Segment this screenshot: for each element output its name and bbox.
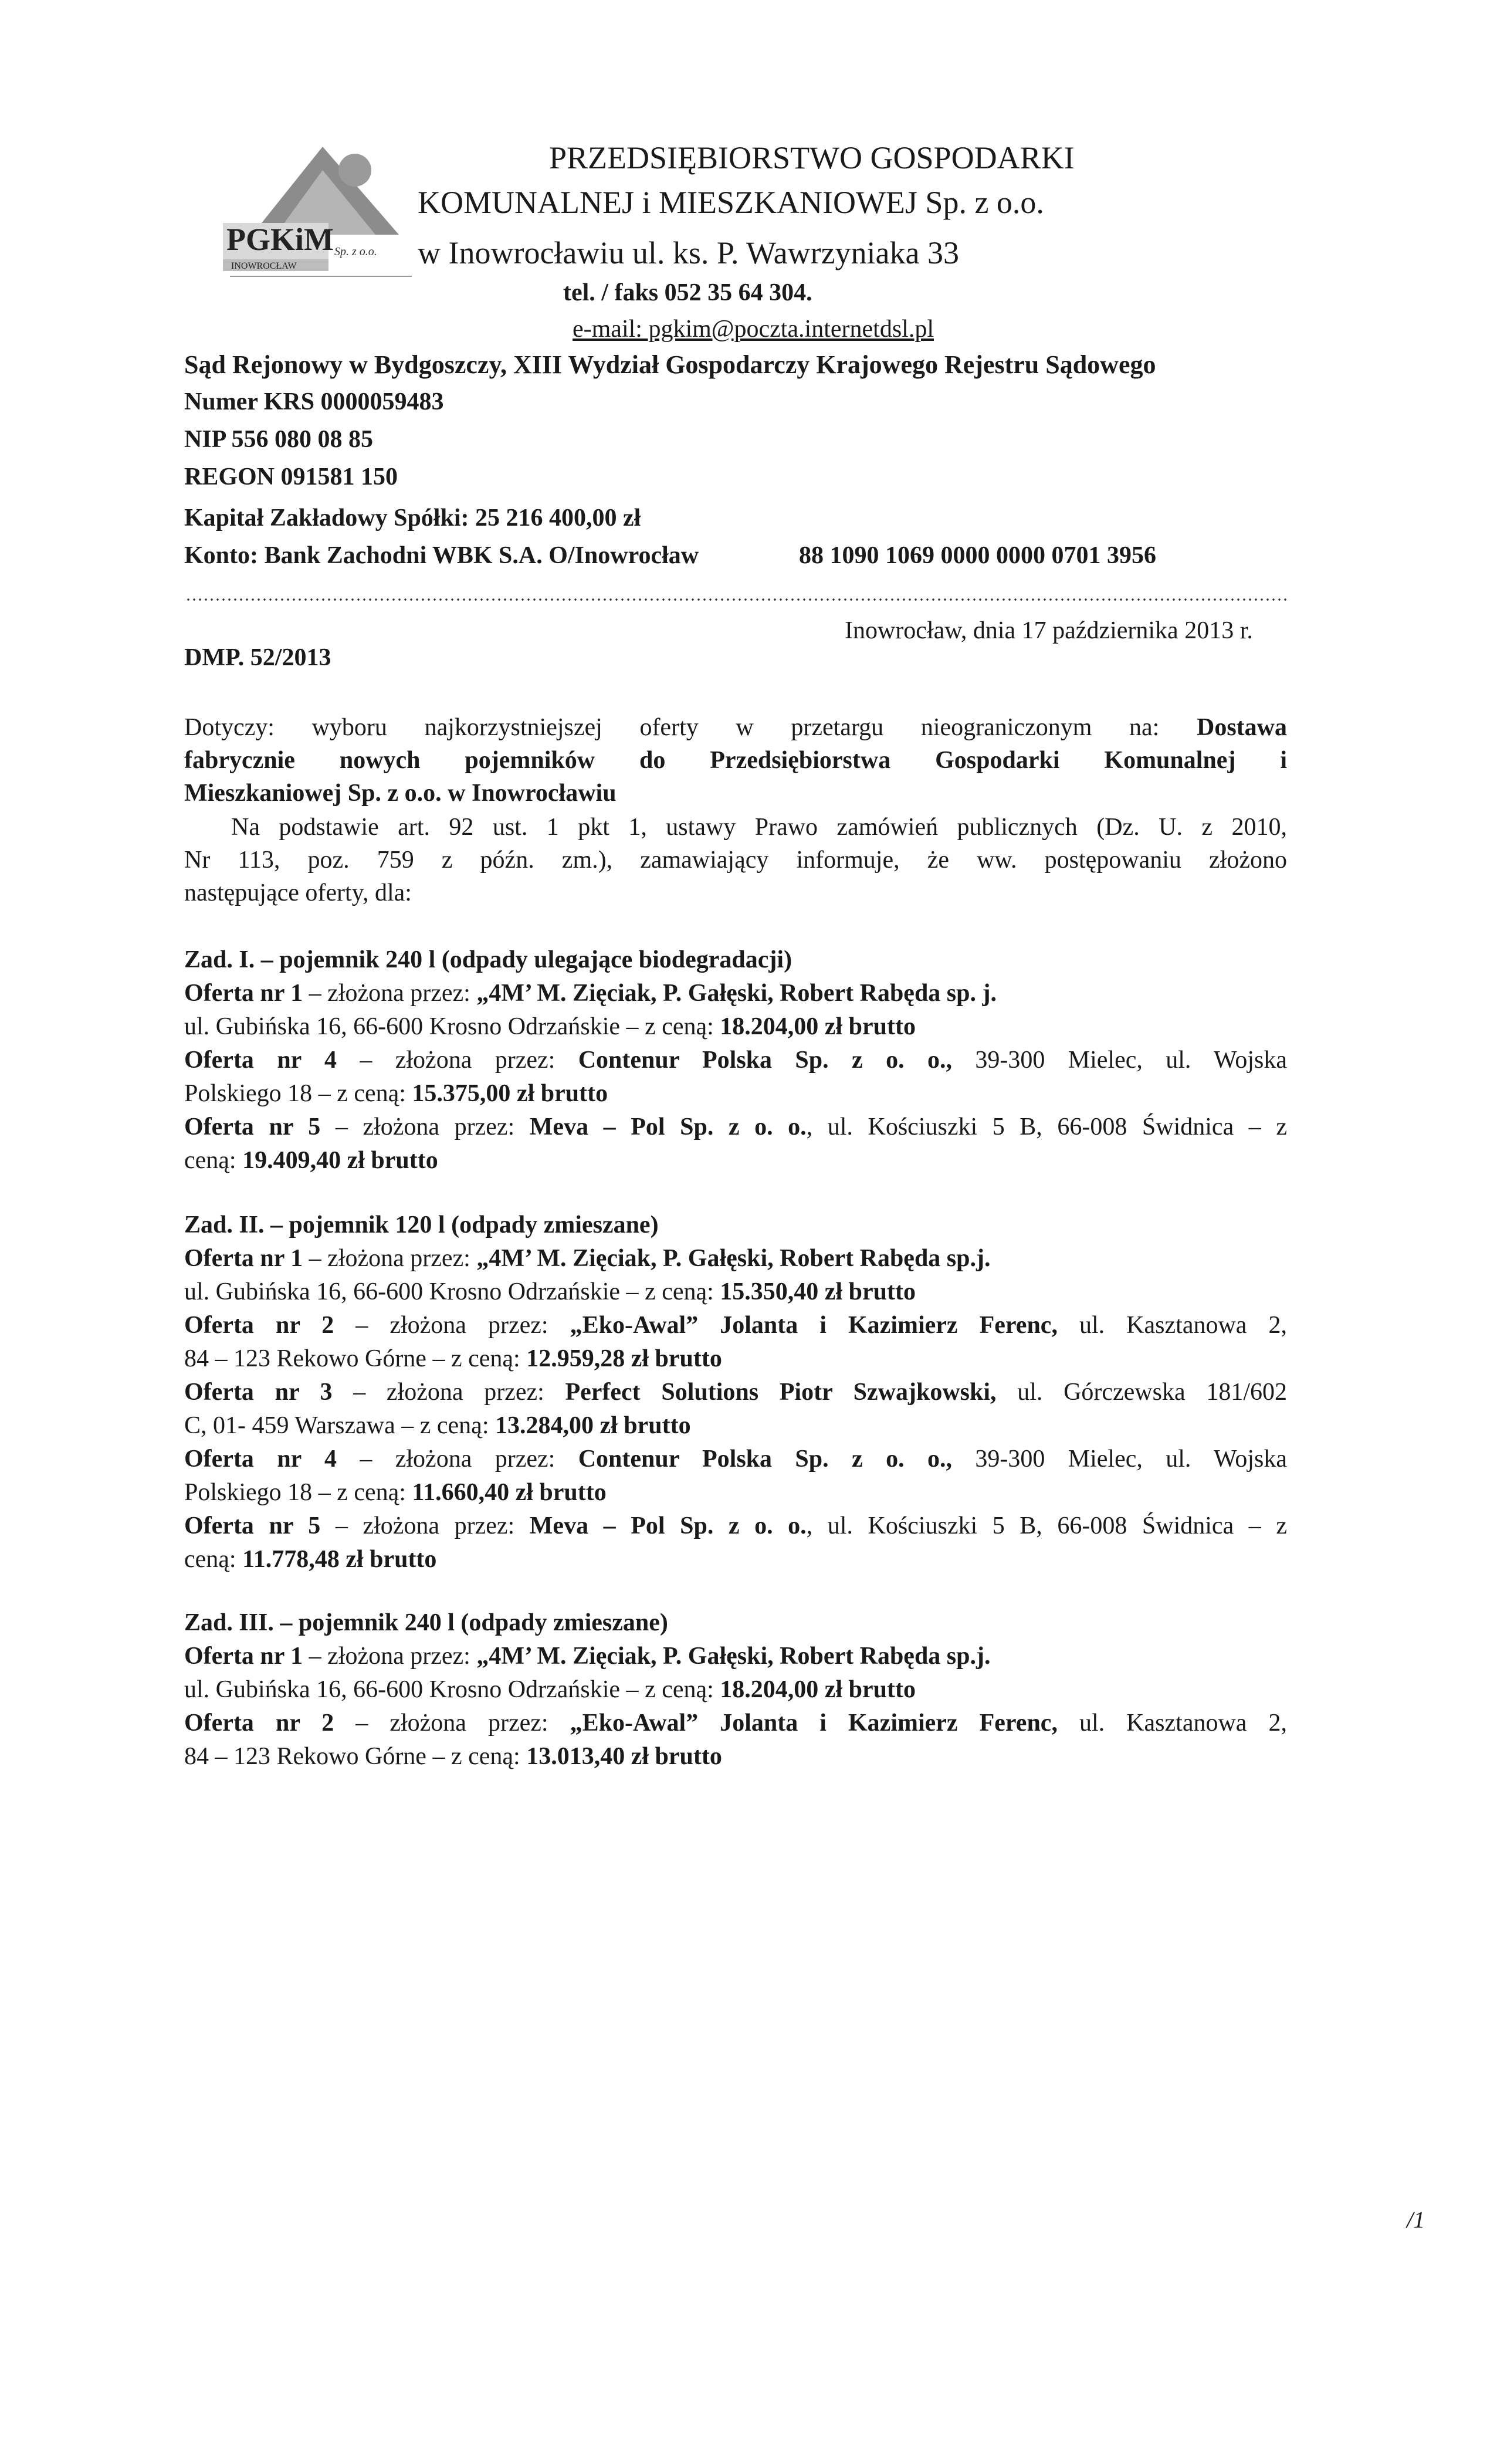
logo-subtext: INOWROCŁAW	[231, 261, 297, 271]
header-line-1: PRZEDSIĘBIORSTWO GOSPODARKI	[549, 140, 1075, 175]
subject-prefix: Dotyczy: wyboru najkorzystniejszej oferty w przetargu nieograniczonym na:	[184, 714, 1160, 741]
offer-price: 18.204,00 zł brutto	[720, 1676, 916, 1703]
offer-address: ul. Górczewska 181/602	[996, 1379, 1287, 1406]
offer-address: ul. Gubińska 16, 66-600 Krosno Odrzańskie – z ceną:	[184, 1013, 720, 1040]
logo-suffix: Sp. z o.o.	[334, 245, 377, 258]
offer-line	[184, 1640, 1287, 1673]
offer-company: Meva – Pol Sp. z o. o.	[529, 1113, 807, 1140]
offer-label: Oferta nr 5	[184, 1512, 321, 1539]
offer-by: – złożona przez:	[336, 1047, 578, 1074]
header-phone: tel. / faks 052 35 64 304.	[563, 279, 812, 306]
offer-price: 11.660,40 zł brutto	[412, 1479, 607, 1506]
offer-by: – złożona przez:	[303, 1245, 477, 1272]
subject-bold-1: Dostawa	[1197, 714, 1287, 741]
offer-address: 39-300 Mielec, ul. Wojska	[951, 1446, 1287, 1473]
offer-address-line	[184, 1740, 1287, 1773]
offer-address-line	[184, 1077, 1287, 1111]
offer-by: – złożona przez:	[334, 1710, 570, 1737]
offer-price: 11.778,48 zł brutto	[242, 1546, 437, 1573]
offer-company: „Eko-Awal” Jolanta i Kazimierz Ferenc,	[570, 1312, 1058, 1339]
offer-price: 13.284,00 zł brutto	[495, 1412, 691, 1439]
logo-divider	[230, 276, 412, 277]
task-title: Zad. I. – pojemnik 240 l (odpady ulegające biodegradacji)	[184, 946, 792, 973]
logo-text: PGKiM	[226, 222, 334, 257]
offer-line	[184, 977, 1287, 1010]
separator-dotted	[185, 598, 1288, 601]
offer-by: – złożona przez:	[320, 1113, 530, 1140]
offer-company: „Eko-Awal” Jolanta i Kazimierz Ferenc,	[570, 1710, 1058, 1737]
subject-bold-2: fabrycznie nowych pojemników do Przedsiębiorstwa Gospodarki Komunalnej i	[184, 747, 1287, 774]
offer-line	[184, 1111, 1287, 1144]
offer-address-line	[184, 1543, 1287, 1576]
offer-address: , ul. Kościuszki 5 B, 66-008 Świdnica – z	[806, 1113, 1287, 1140]
offer-label: Oferta nr 1	[184, 980, 303, 1007]
offer-line	[184, 1242, 1287, 1275]
offer-label: Oferta nr 4	[184, 1446, 337, 1473]
offer-address-line	[184, 1010, 1287, 1044]
offer-label: Oferta nr 2	[184, 1710, 334, 1737]
offer-address: ul. Kasztanowa 2,	[1057, 1312, 1287, 1339]
intro-line-2: Nr 113, poz. 759 z późn. zm.), zamawiający informuje, że ww. postępowaniu złożono	[184, 847, 1287, 874]
offer-line	[184, 1044, 1287, 1077]
offer-label: Oferta nr 4	[184, 1047, 337, 1074]
offer-price: 15.350,40 zł brutto	[720, 1278, 916, 1305]
offer-line	[184, 1509, 1287, 1543]
offer-by: – złożona przez:	[334, 1312, 570, 1339]
offer-address-line	[184, 1476, 1287, 1509]
offer-by: – złożona przez:	[303, 1643, 477, 1670]
offer-price: 13.013,40 zł brutto	[526, 1743, 722, 1770]
registry-regon: REGON 091581 150	[184, 463, 398, 490]
offer-address-line	[184, 1275, 1287, 1309]
offer-by: – złożona przez:	[320, 1512, 530, 1539]
offer-address: ul. Gubińska 16, 66-600 Krosno Odrzańskie – z ceną:	[184, 1278, 720, 1305]
offer-price: 12.959,28 zł brutto	[526, 1345, 722, 1372]
task-title: Zad. III. – pojemnik 240 l (odpady zmieszane)	[184, 1609, 668, 1636]
offer-company: „4M’ M. Zięciak, P. Gałęski, Robert Rabęda sp. j.	[476, 980, 997, 1007]
task-2-block	[184, 1209, 1287, 1576]
offer-company: Contenur Polska Sp. z o. o.,	[578, 1446, 952, 1473]
offer-company: „4M’ M. Zięciak, P. Gałęski, Robert Rabęda sp.j.	[476, 1643, 991, 1670]
offer-label: Oferta nr 2	[184, 1312, 334, 1339]
offer-line	[184, 1443, 1287, 1476]
offer-label: Oferta nr 1	[184, 1643, 303, 1670]
registry-account-label: Konto: Bank Zachodni WBK S.A. O/Inowrocław	[184, 542, 699, 569]
offer-address-line	[184, 1342, 1287, 1376]
offer-price: 19.409,40 zł brutto	[242, 1147, 438, 1174]
intro-line-1: Na podstawie art. 92 ust. 1 pkt 1, ustawy Prawo zamówień publicznych (Dz. U. z 2010,	[231, 814, 1287, 841]
intro-paragraph	[184, 811, 1287, 909]
offer-by: – złożona przez:	[336, 1446, 578, 1473]
offer-address-2: C, 01- 459 Warszawa – z ceną:	[184, 1412, 495, 1439]
offer-address-line	[184, 1409, 1287, 1443]
offer-address-2: Polskiego 18 – z ceną:	[184, 1479, 412, 1506]
offer-address: ul. Gubińska 16, 66-600 Krosno Odrzańskie – z ceną:	[184, 1676, 720, 1703]
offer-address: , ul. Kościuszki 5 B, 66-008 Świdnica – z	[806, 1512, 1287, 1539]
offer-address-2: ceną:	[184, 1147, 243, 1174]
offer-label: Oferta nr 5	[184, 1113, 321, 1140]
header-line-2: KOMUNALNEJ i MIESZKANIOWEJ Sp. z o.o.	[418, 185, 1044, 220]
registry-krs: Numer KRS 0000059483	[184, 388, 444, 415]
subject-bold-3: Mieszkaniowej Sp. z o.o. w Inowrocławiu	[184, 780, 617, 807]
registry-account-number: 88 1090 1069 0000 0000 0701 3956	[799, 542, 1156, 569]
place-date: Inowrocław, dnia 17 października 2013 r.	[845, 617, 1253, 644]
task-1-block	[184, 943, 1287, 1177]
offer-label: Oferta nr 3	[184, 1379, 333, 1406]
offer-price: 18.204,00 zł brutto	[720, 1013, 916, 1040]
header-email[interactable]: e-mail: pgkim@poczta.internetdsl.pl	[573, 316, 934, 343]
company-logo	[223, 135, 416, 276]
offer-address-2: Polskiego 18 – z ceną:	[184, 1080, 412, 1107]
registry-capital: Kapitał Zakładowy Spółki: 25 216 400,00 zł	[184, 505, 641, 532]
offer-address: 39-300 Mielec, ul. Wojska	[951, 1047, 1287, 1074]
task-3-block	[184, 1606, 1287, 1773]
reference-number: DMP. 52/2013	[184, 644, 331, 671]
offer-address-line	[184, 1144, 1287, 1177]
offer-address-line	[184, 1673, 1287, 1707]
header-line-3: w Inowrocławiu ul. ks. P. Wawrzyniaka 33	[418, 235, 959, 270]
subject-paragraph	[184, 711, 1287, 810]
offer-price: 15.375,00 zł brutto	[412, 1080, 608, 1107]
offer-by: – złożona przez:	[332, 1379, 565, 1406]
offer-address-2: 84 – 123 Rekowo Górne – z ceną:	[184, 1743, 527, 1770]
offer-line	[184, 1376, 1287, 1409]
offer-line	[184, 1309, 1287, 1342]
offer-company: Perfect Solutions Piotr Szwajkowski,	[565, 1379, 997, 1406]
page-number: /1	[1407, 2206, 1425, 2233]
offer-company: „4M’ M. Zięciak, P. Gałęski, Robert Rabęda sp.j.	[476, 1245, 991, 1272]
registry-court: Sąd Rejonowy w Bydgoszczy, XIII Wydział Gospodarczy Krajowego Rejestru Sądowego	[184, 350, 1156, 379]
offer-by: – złożona przez:	[303, 980, 477, 1007]
offer-label: Oferta nr 1	[184, 1245, 303, 1272]
offer-address-2: ceną:	[184, 1546, 243, 1573]
offer-company: Meva – Pol Sp. z o. o.	[529, 1512, 807, 1539]
offer-address-2: 84 – 123 Rekowo Górne – z ceną:	[184, 1345, 527, 1372]
offer-company: Contenur Polska Sp. z o. o.,	[578, 1047, 952, 1074]
offer-address: ul. Kasztanowa 2,	[1057, 1710, 1287, 1737]
offer-line	[184, 1707, 1287, 1740]
task-title: Zad. II. – pojemnik 120 l (odpady zmieszane)	[184, 1211, 659, 1238]
registry-nip: NIP 556 080 08 85	[184, 426, 374, 453]
intro-line-3: następujące oferty, dla:	[184, 879, 412, 906]
